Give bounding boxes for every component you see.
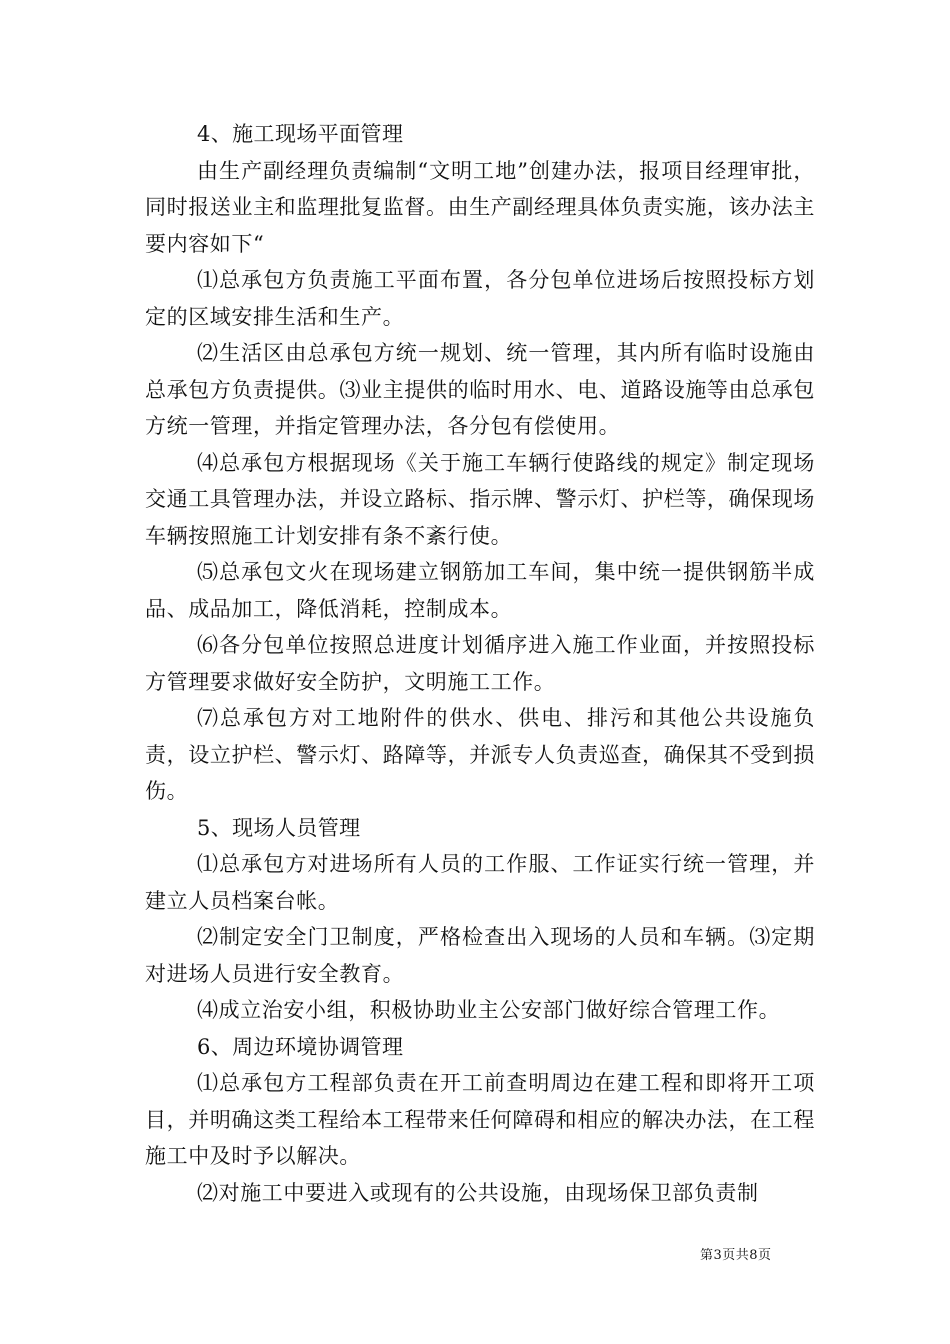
paragraph: ⑷总承包方根据现场《关于施工车辆行使路线的规定》制定现场交通工具管理办法，并设立路标、指示牌、警示灯、护栏等，确保现场车辆按照施工计划安排有条不紊行使。	[145, 450, 815, 548]
paragraph: ⑵制定安全门卫制度，严格检查出入现场的人员和车辆。⑶定期对进场人员进行安全教育。	[145, 925, 815, 986]
section-heading-5: 5、现场人员管理	[197, 815, 361, 840]
paragraph: ⑸总承包文火在现场建立钢筋加工车间，集中统一提供钢筋半成品、成品加工，降低消耗，控制成本。	[145, 560, 815, 621]
section-heading-4: 4、施工现场平面管理	[197, 122, 404, 146]
paragraph: ⑴总承包方负责施工平面布置，各分包单位进场后按照投标方划定的区域安排生活和生产。	[145, 268, 815, 329]
paragraph: ⑵对施工中要进入或现有的公共设施，由现场保卫部负责制	[197, 1180, 759, 1205]
paragraph: ⑴总承包方工程部负责在开工前查明周边在建工程和即将开工项目，并明确这类工程给本工程带来任何障碍和相应的解决办法，在工程施工中及时予以解决。	[145, 1071, 815, 1168]
paragraph: ⑺总承包方对工地附件的供水、供电、排污和其他公共设施负责，设立护栏、警示灯、路障等，并派专人负责巡查，确保其不受到损伤。	[145, 706, 815, 803]
section-heading-6: 6、周边环境协调管理	[197, 1034, 404, 1059]
paragraph: 由生产副经理负责编制“文明工地”创建办法，报项目经理审批，同时报送业主和监理批复监督。由生产副经理具体负责实施，该办法主要内容如下“	[145, 158, 815, 256]
page-number-footer: 第3页共8页	[700, 1248, 772, 1263]
paragraph: ⑹各分包单位按照总进度计划循序进入施工作业面，并按照投标方管理要求做好安全防护，文明施工工作。	[145, 633, 815, 694]
paragraph: ⑴总承包方对进场所有人员的工作服、工作证实行统一管理，并建立人员档案台帐。	[145, 852, 815, 913]
paragraph: ⑷成立治安小组，积极协助业主公安部门做好综合管理工作。	[197, 998, 781, 1022]
document-body	[145, 116, 815, 1211]
paragraph: ⑵生活区由总承包方统一规划、统一管理，其内所有临时设施由总承包方负责提供。⑶业主提供的临时用水、电、道路设施等由总承包方统一管理，并指定管理办法，各分包有偿使用。	[145, 341, 815, 438]
